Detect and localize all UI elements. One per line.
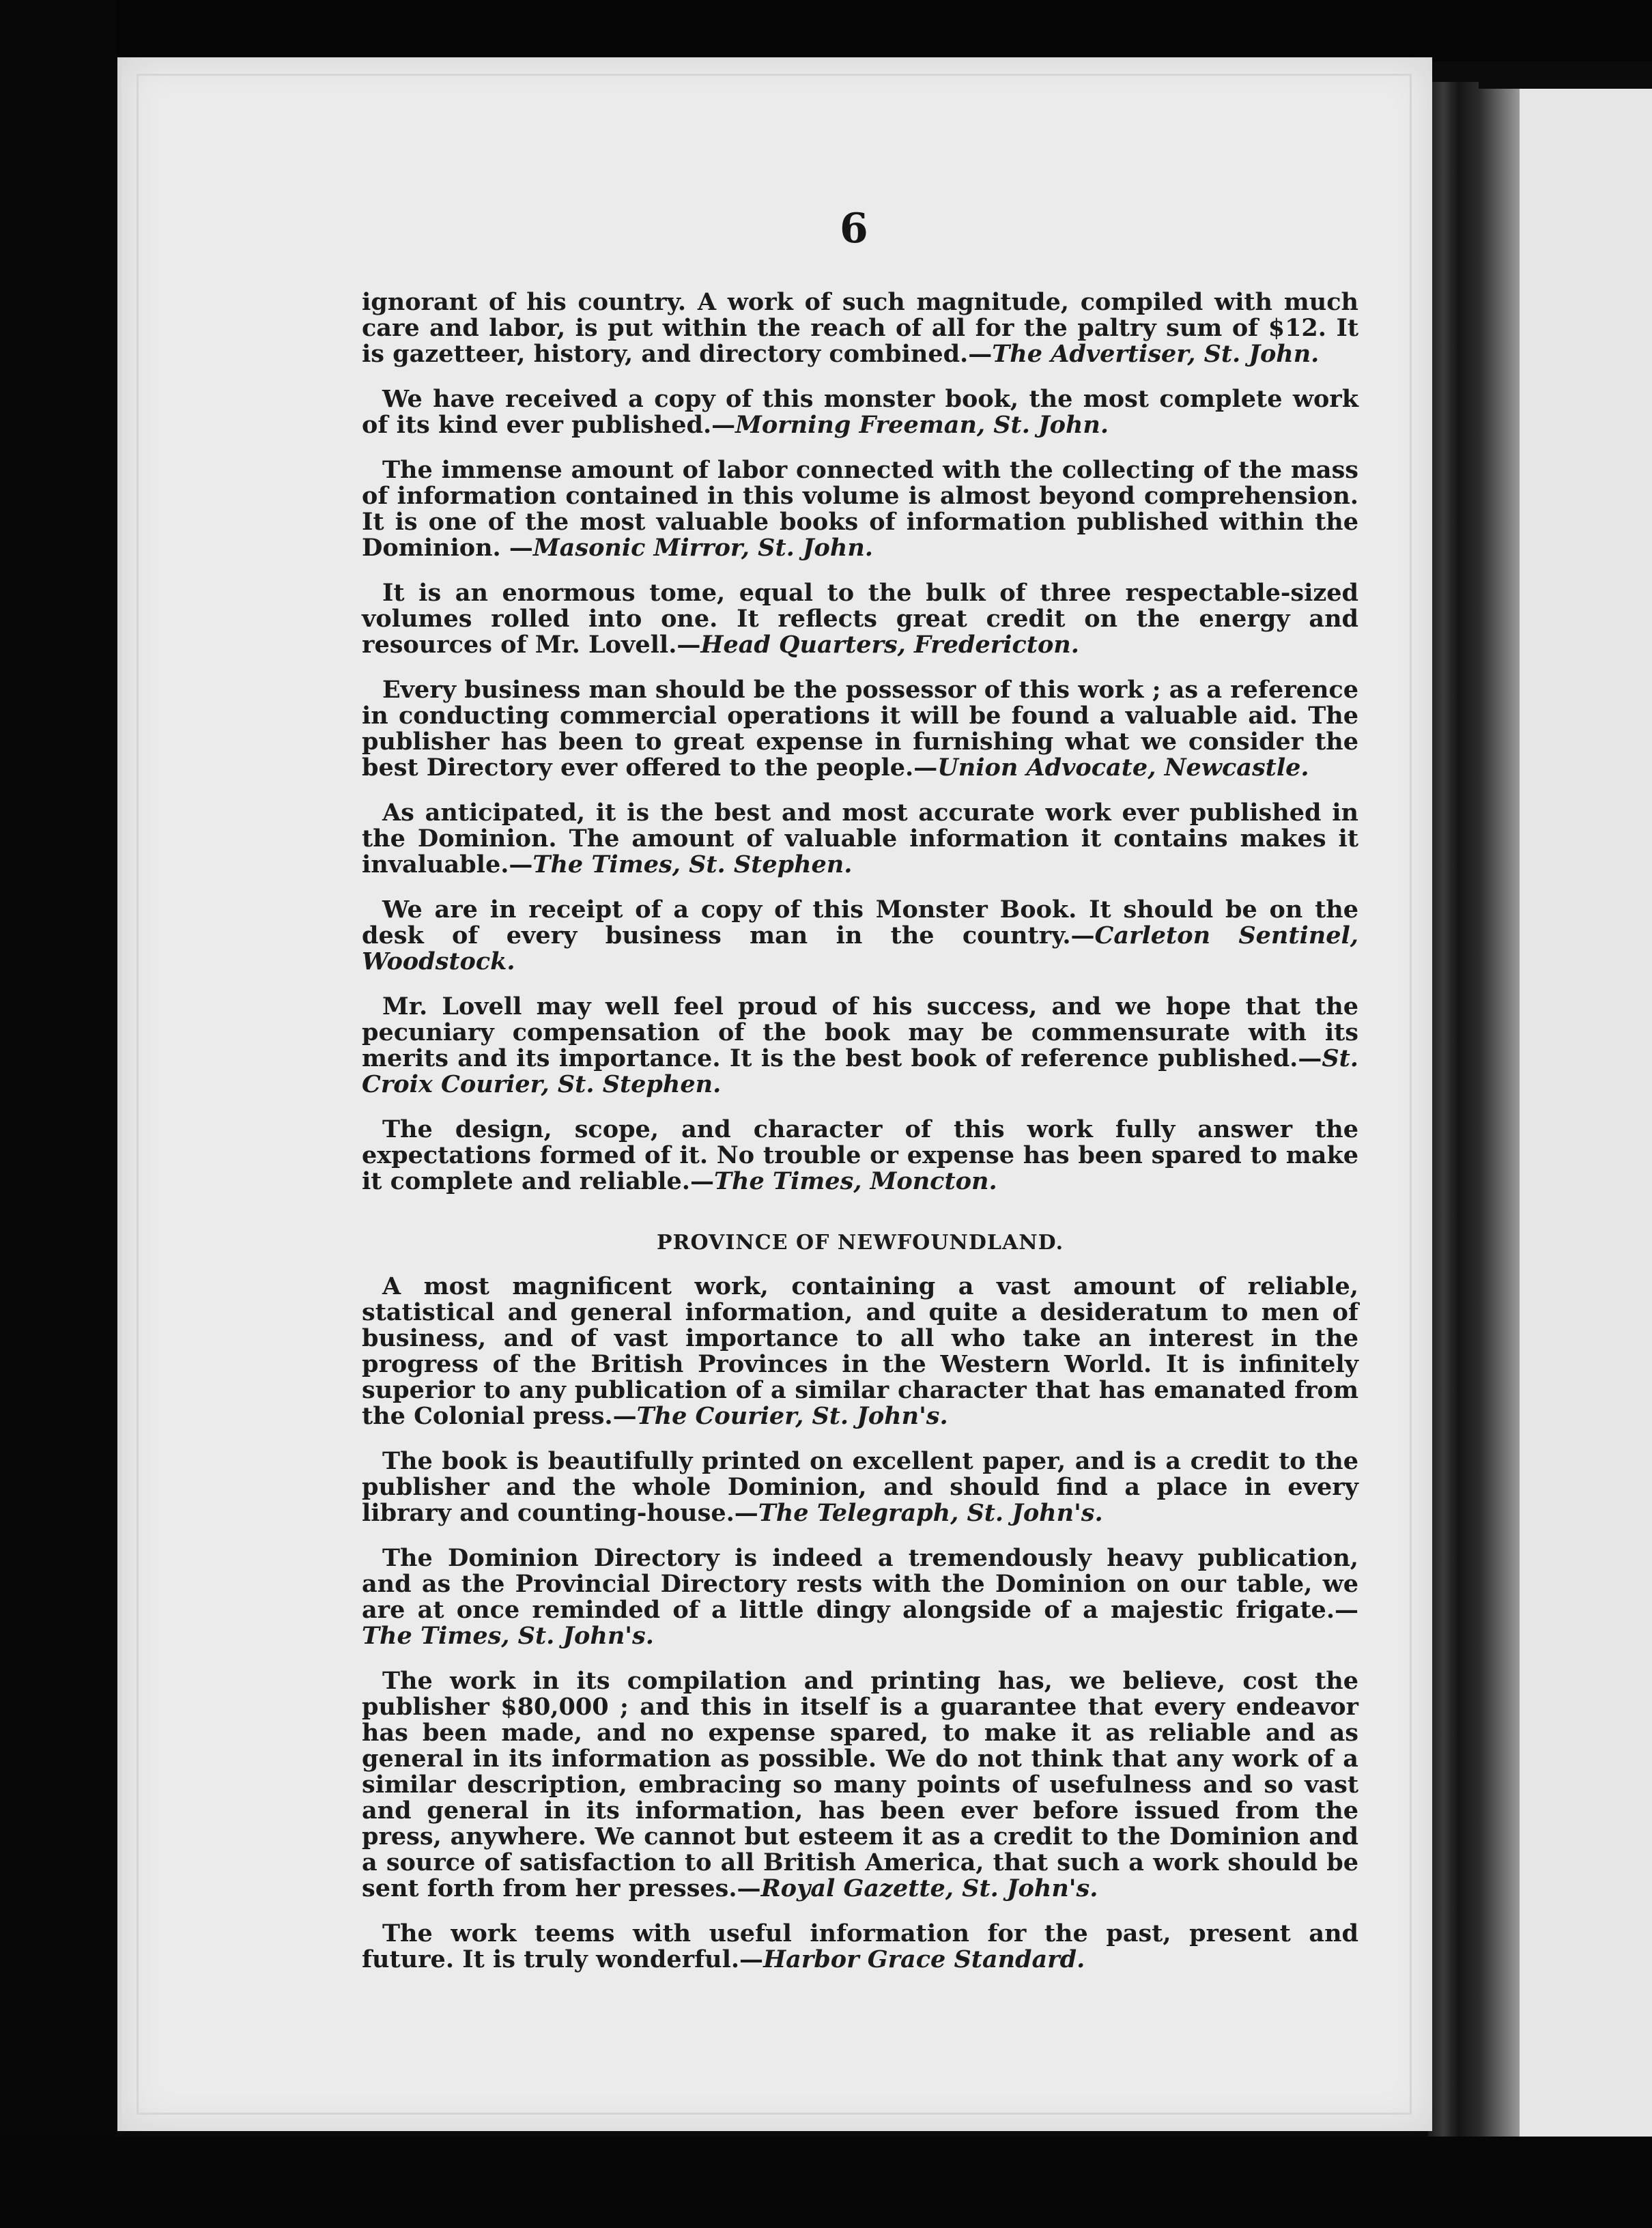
testimonial-source: The Times, St. Stephen. bbox=[532, 851, 853, 879]
testimonial-text: The Dominion Directory is indeed a tremendously heavy publication, and as the Provincial Directory rests with the Dominion on our table, we are at once reminded of a little dingy alongside of a majestic frigate.— bbox=[362, 1544, 1358, 1624]
scan-border-bottom bbox=[0, 2137, 1652, 2228]
testimonial-source: Carleton Sentinel, Woodstock. bbox=[362, 922, 1358, 975]
testimonial-text: It is an enormous tome, equal to the bulk of three respectable-sized volumes rolled into one. It reflects great credit on the energy and resources of Mr. Lovell.— bbox=[362, 579, 1358, 659]
testimonial-paragraph bbox=[362, 1274, 1358, 1429]
testimonial-text: ignorant of his country. A work of such magnitude, compiled with much care and labor, is put within the reach of all for the paltry sum of $12. It is gazetteer, history, and directory combined.— bbox=[362, 288, 1358, 368]
page-number: 6 bbox=[840, 205, 868, 253]
testimonial-paragraph bbox=[362, 457, 1358, 561]
testimonial-text: The immense amount of labor connected with the collecting of the mass of information contained in this volume is almost beyond comprehension. It is one of the most valuable books of information published within the Dominion. — bbox=[362, 456, 1358, 562]
book-spine bbox=[1428, 82, 1479, 2146]
testimonial-paragraph bbox=[362, 289, 1358, 367]
testimonial-text: We are in receipt of a copy of this Monster Book. It should be on the desk of every business man in the country.— bbox=[362, 896, 1358, 949]
testimonial-source: The Courier, St. John's. bbox=[636, 1402, 948, 1430]
testimonial-source: The Times, St. John's. bbox=[362, 1622, 654, 1650]
testimonial-text: The work in its compilation and printing has, we believe, cost the publisher $80,000 ; and this in itself is a guarantee that every endeavor has been made, and no expense spared, to make it as reliable and as general in its information as possible. We do not think that any work of a similar description, embracing so many points of usefulness and so vast and general in its information, has been ever before issued from the press, anywhere. We cannot but esteem it as a credit to the Dominion and a source of satisfaction to all British America, that such a work should be sent forth from her presses.— bbox=[362, 1667, 1358, 1902]
testimonial-paragraph bbox=[362, 1448, 1358, 1526]
testimonial-paragraph bbox=[362, 1668, 1358, 1902]
scan-border-top bbox=[0, 0, 1652, 61]
testimonial-source: Union Advocate, Newcastle. bbox=[937, 754, 1309, 782]
section-heading: PROVINCE OF NEWFOUNDLAND. bbox=[656, 1231, 1064, 1255]
testimonial-source: The Advertiser, St. John. bbox=[992, 340, 1320, 368]
testimonial-source: Morning Freeman, St. John. bbox=[735, 411, 1109, 439]
testimonial-paragraph bbox=[362, 800, 1358, 878]
testimonial-text: Mr. Lovell may well feel proud of his success, and we hope that the pecuniary compensation of the book may be commensurate with its merits and its importance. It is the best book of reference published.— bbox=[362, 992, 1358, 1072]
testimonial-source: Royal Gazette, St. John's. bbox=[760, 1874, 1098, 1902]
page-body bbox=[362, 289, 1358, 1992]
testimonial-paragraph bbox=[362, 386, 1358, 438]
facing-page-shadow bbox=[1479, 89, 1520, 2143]
testimonial-text: We have received a copy of this monster book, the most complete work of its kind ever published.— bbox=[362, 385, 1358, 439]
testimonial-paragraph bbox=[362, 1545, 1358, 1649]
testimonial-paragraph bbox=[362, 994, 1358, 1098]
testimonial-text: The work teems with useful information for the past, present and future. It is truly wonderful.— bbox=[362, 1919, 1358, 1973]
testimonial-text: Every business man should be the possessor of this work ; as a reference in conducting commercial operations it will be found a valuable aid. The publisher has been to great expense in furnishing what we consider the best Directory ever offered to the people.— bbox=[362, 676, 1358, 782]
scan-border-left bbox=[0, 0, 116, 2228]
testimonial-source: The Times, Moncton. bbox=[713, 1167, 997, 1195]
testimonial-paragraph bbox=[362, 580, 1358, 658]
testimonial-paragraph bbox=[362, 677, 1358, 781]
testimonial-paragraph bbox=[362, 897, 1358, 975]
testimonial-text: As anticipated, it is the best and most accurate work ever published in the Dominion. The amount of valuable information it contains makes it invaluable.— bbox=[362, 799, 1358, 879]
testimonial-source: The Telegraph, St. John's. bbox=[758, 1499, 1103, 1527]
testimonial-source: Head Quarters, Fredericton. bbox=[700, 631, 1079, 659]
testimonial-source: Harbor Grace Standard. bbox=[763, 1945, 1085, 1973]
testimonial-text: A most magnificent work, containing a vast amount of reliable, statistical and general information, and quite a desideratum to men of business, and of vast importance to all who take an interest in the progress of the British Provinces in the Western World. It is infinitely superior to any publication of a similar character that has emanated from the Colonial press.— bbox=[362, 1272, 1358, 1430]
testimonial-paragraph bbox=[362, 1117, 1358, 1195]
testimonial-paragraph bbox=[362, 1921, 1358, 1973]
testimonial-source: St. Croix Courier, St. Stephen. bbox=[362, 1044, 1358, 1098]
testimonial-text: The design, scope, and character of this work fully answer the expectations formed of it. No trouble or expense has been spared to make it complete and reliable.— bbox=[362, 1115, 1358, 1195]
testimonial-source: Masonic Mirror, St. John. bbox=[532, 534, 873, 562]
testimonial-text: The book is beautifully printed on excellent paper, and is a credit to the publisher and the whole Dominion, and should find a place in every library and counting-house.— bbox=[362, 1447, 1358, 1527]
